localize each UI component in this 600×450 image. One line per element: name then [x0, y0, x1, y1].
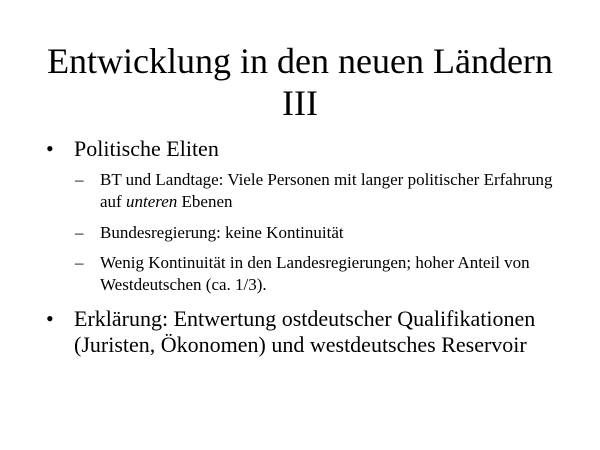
sub-bullet-text: Wenig Kontinuität in den Landesregierungen; hoher Anteil von Westdeutschen (ca. 1/3). — [100, 253, 530, 294]
bullet-marker: • — [46, 306, 54, 331]
sub-bullet-text-part: BT und Landtage: Viele Personen mit langer politischer Erfahrung auf — [100, 170, 553, 211]
slide-title — [0, 40, 600, 124]
slide-title-line-2: III — [282, 83, 318, 123]
dash-marker: – — [75, 223, 84, 242]
sub-bullet-bt-landtage — [75, 169, 575, 213]
bullet-text: Erklärung: Entwertung ostdeutscher Qualifikationen (Juristen, Ökonomen) und westdeutsches Reservoir — [74, 306, 536, 357]
dash-marker: – — [75, 253, 84, 272]
slide-title-line-1: Entwicklung in den neuen Ländern — [47, 41, 553, 81]
bullet-politische-eliten — [46, 136, 566, 162]
sub-bullet-bundesregierung — [75, 222, 575, 244]
bullet-erklaerung — [46, 306, 566, 358]
sub-bullet-landesregierungen — [75, 252, 575, 296]
dash-marker: – — [75, 170, 84, 189]
sub-bullet-text-part: Ebenen — [177, 192, 233, 211]
bullet-marker: • — [46, 136, 54, 161]
sub-bullet-text: Bundesregierung: keine Kontinuität — [100, 223, 344, 242]
sub-bullet-text — [100, 169, 575, 213]
emphasis-unteren: unteren — [125, 192, 178, 211]
bullet-text: Politische Eliten — [74, 136, 219, 161]
